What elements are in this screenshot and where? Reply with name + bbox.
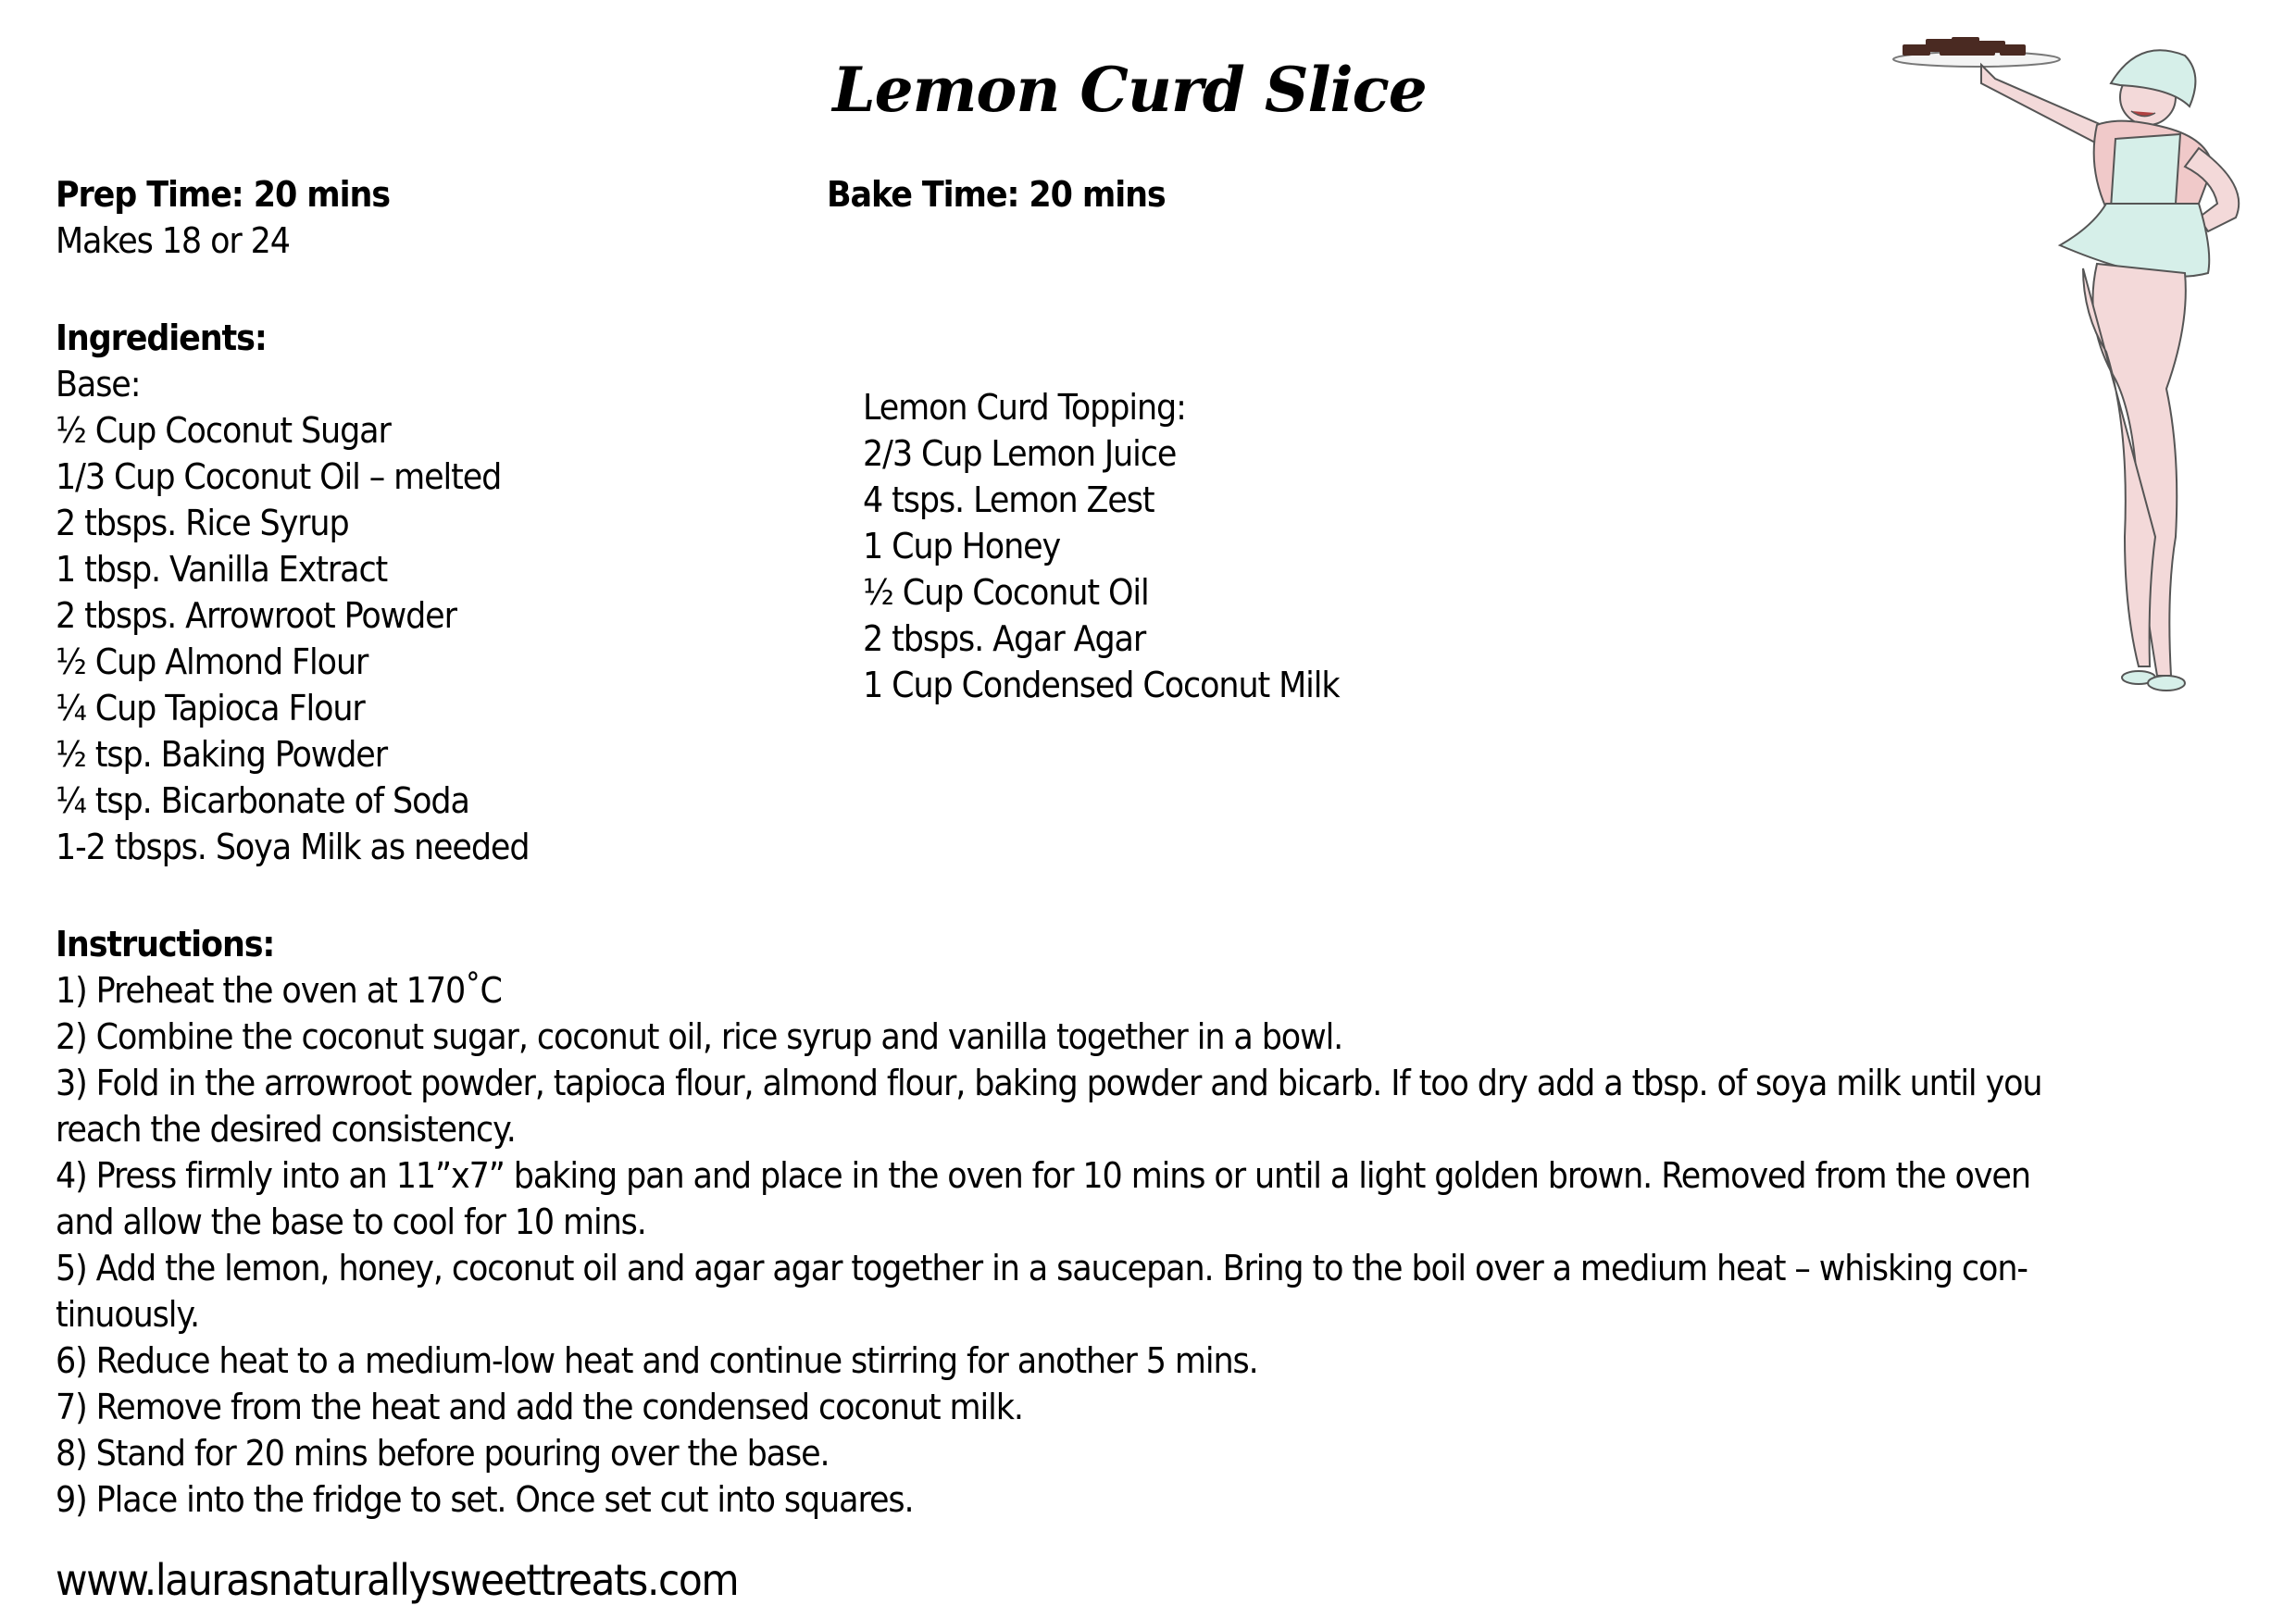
instruction-line: 7) Remove from the heat and add the condensed coconut milk.: [56, 1387, 1023, 1427]
instruction-line: 1) Preheat the oven at 170˚C: [56, 970, 502, 1011]
instructions-section: [56, 921, 2296, 1523]
servings: Makes 18 or 24: [56, 220, 290, 261]
ingredient-item: ½ Cup Almond Flour: [56, 641, 368, 682]
bake-time: Bake Time: 20 mins: [827, 174, 1166, 215]
ingredient-item: ½ Cup Coconut Sugar: [56, 410, 391, 451]
instruction-line: 9) Place into the fridge to set. Once set cut into squares.: [56, 1479, 914, 1520]
ingredient-item: 2/3 Cup Lemon Juice: [863, 433, 1177, 474]
instruction-line: 6) Reduce heat to a medium-low heat and continue stirring for another 5 mins.: [56, 1340, 1258, 1381]
ingredients-heading: Ingredients:: [56, 317, 267, 358]
ingredient-item: 1/3 Cup Coconut Oil – melted: [56, 456, 502, 497]
ingredient-item: ¼ tsp. Bicarbonate of Soda: [56, 780, 469, 821]
instruction-line: reach the desired consistency.: [56, 1109, 516, 1150]
website-link[interactable]: www.laurasnaturallysweettreats.com: [56, 1555, 739, 1605]
instructions-heading: Instructions:: [56, 924, 275, 965]
base-heading: Base:: [56, 364, 141, 404]
ingredient-item: 1 tbsp. Vanilla Extract: [56, 549, 388, 590]
base-ingredients: [56, 361, 529, 870]
instruction-line: 3) Fold in the arrowroot powder, tapioca flour, almond flour, baking powder and bicarb. If too dry add a tbsp. of soya milk until you: [56, 1063, 2042, 1103]
ingredient-item: 1 Cup Honey: [863, 526, 1061, 566]
ingredient-item: 2 tbsps. Arrowroot Powder: [56, 595, 456, 636]
recipe-title: Lemon Curd Slice: [832, 54, 1427, 126]
prep-time: Prep Time: 20 mins: [56, 174, 390, 215]
ingredient-item: ½ tsp. Baking Powder: [56, 734, 387, 775]
instruction-line: 8) Stand for 20 mins before pouring over the base.: [56, 1433, 830, 1474]
instruction-line: and allow the base to cool for 10 mins.: [56, 1201, 646, 1242]
ingredient-item: 2 tbsps. Agar Agar: [863, 618, 1146, 659]
ingredient-item: 2 tbsps. Rice Syrup: [56, 503, 349, 543]
ingredient-item: ½ Cup Coconut Oil: [863, 572, 1149, 613]
ingredient-item: 1 Cup Condensed Coconut Milk: [863, 665, 1340, 705]
instruction-line: 2) Combine the coconut sugar, coconut oil, rice syrup and vanilla together in a bowl.: [56, 1016, 1343, 1057]
ingredient-item: 4 tsps. Lemon Zest: [863, 479, 1154, 520]
ingredient-item: ¼ Cup Tapioca Flour: [56, 688, 365, 728]
instruction-line: 4) Press firmly into an 11”x7” baking pan and place in the oven for 10 mins or until a light golden brown. Removed from the oven: [56, 1155, 2030, 1196]
topping-ingredients: [863, 384, 1340, 708]
waitress-illustration-icon: [1861, 19, 2296, 722]
topping-heading: Lemon Curd Topping:: [863, 387, 1186, 428]
instruction-line: 5) Add the lemon, honey, coconut oil and agar agar together in a saucepan. Bring to the boil over a medium heat – whisking con-: [56, 1248, 2028, 1288]
ingredient-item: 1-2 tbsps. Soya Milk as needed: [56, 827, 530, 867]
instruction-line: tinuously.: [56, 1294, 199, 1335]
